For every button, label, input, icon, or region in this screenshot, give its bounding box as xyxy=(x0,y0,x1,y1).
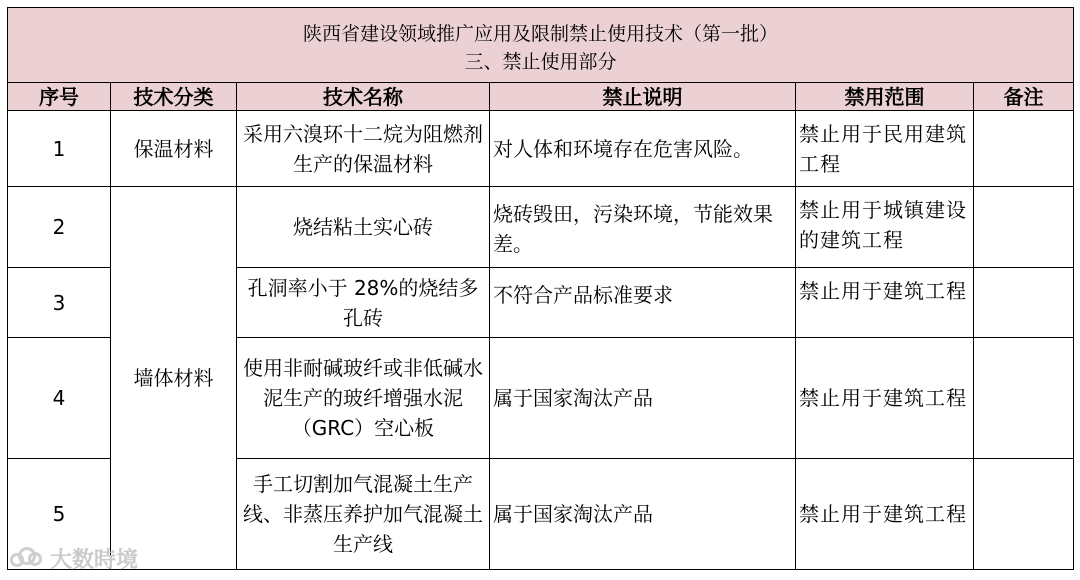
cell-name: 孔洞率小于 28%的烧结多孔砖 xyxy=(237,268,490,338)
cell-num: 3 xyxy=(8,268,111,338)
title-line-2: 三、禁止使用部分 xyxy=(464,51,617,73)
cell-name: 烧结粘土实心砖 xyxy=(237,187,490,268)
header-row xyxy=(8,83,1074,111)
watermark xyxy=(10,543,138,574)
cell-range: 禁止用于建筑工程 xyxy=(796,459,974,570)
cell-name: 采用六溴环十二烷为阻燃剂生产的保温材料 xyxy=(237,111,490,187)
cell-note xyxy=(974,268,1074,338)
header-desc: 禁止说明 xyxy=(490,83,796,111)
cell-category: 墙体材料 xyxy=(111,187,237,570)
cell-note xyxy=(974,338,1074,459)
cell-note xyxy=(974,459,1074,570)
cell-name: 手工切割加气混凝土生产线、非蒸压养护加气混凝土生产线 xyxy=(237,459,490,570)
header-range: 禁用范围 xyxy=(796,83,974,111)
cell-desc: 烧砖毁田，污染环境，节能效果差。 xyxy=(490,187,796,268)
cell-range: 禁止用于民用建筑工程 xyxy=(796,111,974,187)
cell-desc: 对人体和环境存在危害风险。 xyxy=(490,111,796,187)
cell-name: 使用非耐碱玻纤或非低碱水泥生产的玻纤增强水泥（GRC）空心板 xyxy=(237,338,490,459)
cell-num: 2 xyxy=(8,187,111,268)
cell-num: 1 xyxy=(8,111,111,187)
cell-num: 4 xyxy=(8,338,111,459)
header-category: 技术分类 xyxy=(111,83,237,111)
watermark-text: 大数時境 xyxy=(50,548,139,573)
cell-num: 5 xyxy=(8,459,111,570)
cloud-logo-icon xyxy=(10,547,44,571)
cell-range: 禁止用于城镇建设的建筑工程 xyxy=(796,187,974,268)
table-title xyxy=(8,8,1074,83)
cell-desc: 不符合产品标准要求 xyxy=(490,268,796,338)
banned-technology-table xyxy=(7,7,1074,570)
cell-note xyxy=(974,187,1074,268)
header-note: 备注 xyxy=(974,83,1074,111)
header-name: 技术名称 xyxy=(237,83,490,111)
cell-range: 禁止用于建筑工程 xyxy=(796,338,974,459)
cell-desc: 属于国家淘汰产品 xyxy=(490,459,796,570)
title-line-1: 陕西省建设领域推广应用及限制禁止使用技术（第一批） xyxy=(303,23,779,45)
table-row xyxy=(8,111,1074,187)
cell-category: 保温材料 xyxy=(111,111,237,187)
header-num: 序号 xyxy=(8,83,111,111)
cell-range: 禁止用于建筑工程 xyxy=(796,268,974,338)
cell-desc: 属于国家淘汰产品 xyxy=(490,338,796,459)
table-row xyxy=(8,187,1074,268)
cell-note xyxy=(974,111,1074,187)
